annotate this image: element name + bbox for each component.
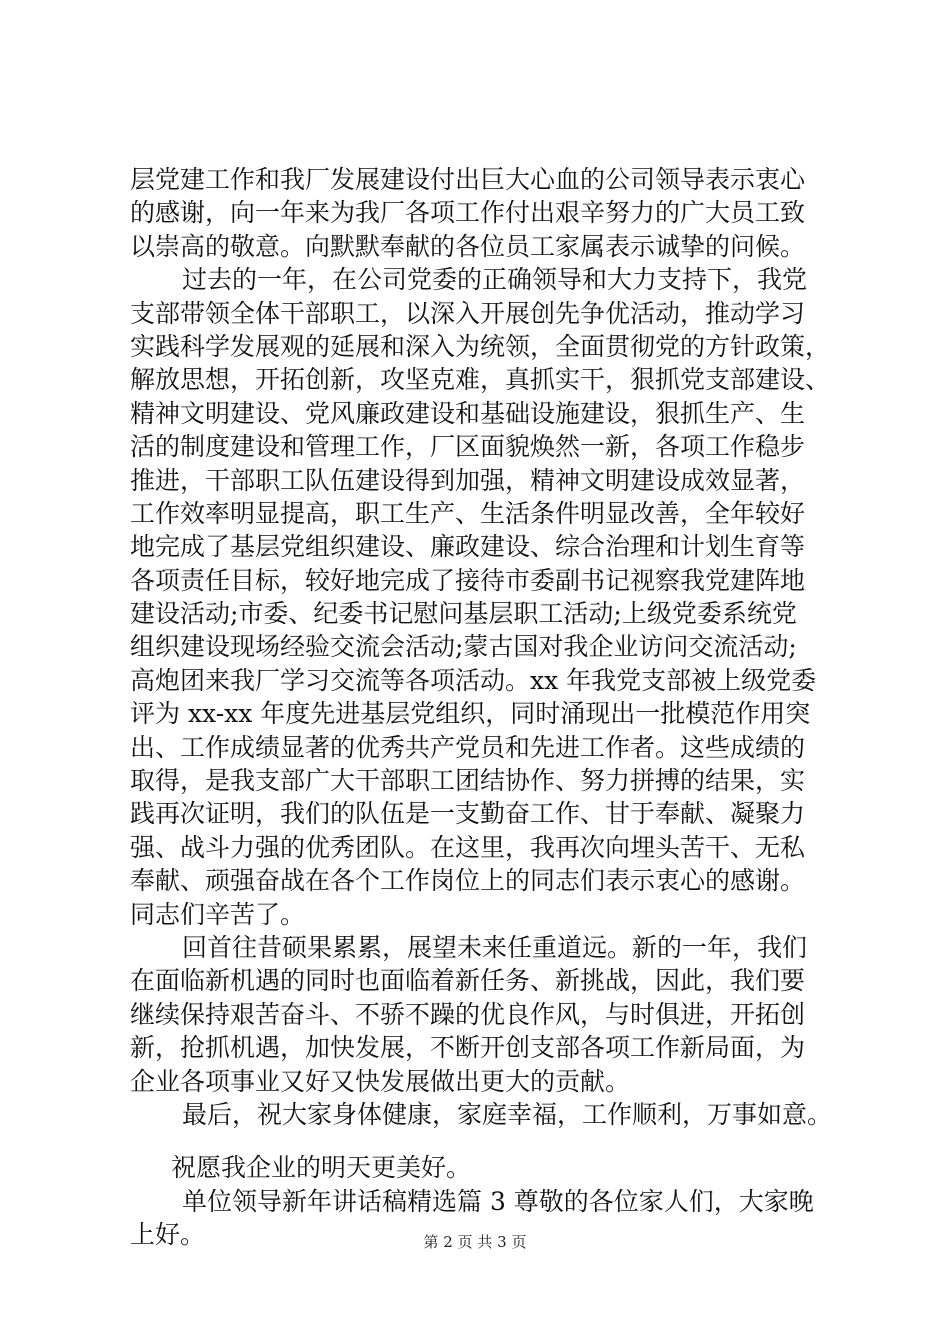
text-line: 上好。 [130,1220,206,1250]
text-line: 解放思想，开拓创新，攻坚克难，真抓实干，狠抓党支部建设、 [130,365,831,395]
text-line: 推进，干部职工队伍建设得到加强，精神文明建设成效显著， [130,465,806,495]
text-line: 强、战斗力强的优秀团队。在这里，我再次向埋头苦干、无私 [130,832,806,862]
text-line: 同志们辛苦了。 [130,899,306,929]
text-line: 企业各项事业又好又快发展做出更大的贡献。 [130,1066,631,1096]
paragraph-start-line: 过去的一年，在公司党委的正确领导和大力支持下，我党 [182,265,808,295]
text-line: 评为 xx-xx 年度先进基层党组织，同时涌现出一批模范作用突 [130,699,811,729]
text-line: 在面临新机遇的同时也面临着新任务、新挑战，因此，我们要 [130,966,806,996]
text-line: 建设活动;市委、纪委书记慰问基层职工活动;上级党委系统党 [130,599,797,629]
paragraph-start-line: 回首往昔硕果累累，展望未来任重道远。新的一年，我们 [182,932,808,962]
text-line: 取得，是我支部广大干部职工团结协作、努力拼搏的结果，实 [130,766,806,796]
text-line: 出、工作成绩显著的优秀共产党员和先进工作者。这些成绩的 [130,732,806,762]
text-line: 精神文明建设、党风廉政建设和基础设施建设，狠抓生产、生 [130,398,806,428]
text-line: 实践科学发展观的延展和深入为统领，全面贯彻党的方针政策， [130,331,831,361]
text-line: 地完成了基层党组织建设、廉政建设、综合治理和计划生育等 [130,532,806,562]
text-line: 工作效率明显提高，职工生产、生活条件明显改善，全年较好 [130,498,806,528]
text-line: 高炮团来我厂学习交流等各项活动。xx 年我党支部被上级党委 [130,665,817,695]
text-line: 奉献、顽强奋战在各个工作岗位上的同志们表示衷心的感谢。 [130,866,806,896]
paragraph-start-line: 祝愿我企业的明天更美好。 [171,1153,472,1183]
document-body [130,163,860,1252]
text-line: 组织建设现场经验交流会活动;蒙古国对我企业访问交流活动; [130,632,797,662]
text-line: 践再次证明，我们的队伍是一支勤奋工作、甘于奉献、凝聚力 [130,799,806,829]
page-number-label: 第 2 页 共 3 页 [423,1233,527,1251]
text-line: 以崇高的敬意。向默默奉献的各位员工家属表示诚挚的问候。 [130,231,806,261]
paragraph-gap [130,1131,860,1151]
text-line: 新，抢抓机遇，加快发展，不断开创支部各项工作新局面，为 [130,1033,806,1063]
paragraph-start-line: 最后，祝大家身体健康，家庭幸福，工作顺利，万事如意。 [182,1099,833,1129]
text-line: 各项责任目标，较好地完成了接待市委副书记视察我党建阵地 [130,565,806,595]
text-line: 支部带领全体干部职工，以深入开展创先争优活动，推动学习 [130,298,806,328]
text-line: 的感谢，向一年来为我厂各项工作付出艰辛努力的广大员工致 [130,198,806,228]
text-line: 继续保持艰苦奋斗、不骄不躁的优良作风，与时俱进，开拓创 [130,999,806,1029]
text-line: 层党建工作和我厂发展建设付出巨大心血的公司领导表示衷心 [130,165,806,194]
text-line: 活的制度建设和管理工作，厂区面貌焕然一新，各项工作稳步 [130,432,806,462]
paragraph-start-line: 单位领导新年讲话稿精选篇 3 尊敬的各位家人们，大家晚 [182,1186,814,1216]
page-footer [0,1232,950,1252]
